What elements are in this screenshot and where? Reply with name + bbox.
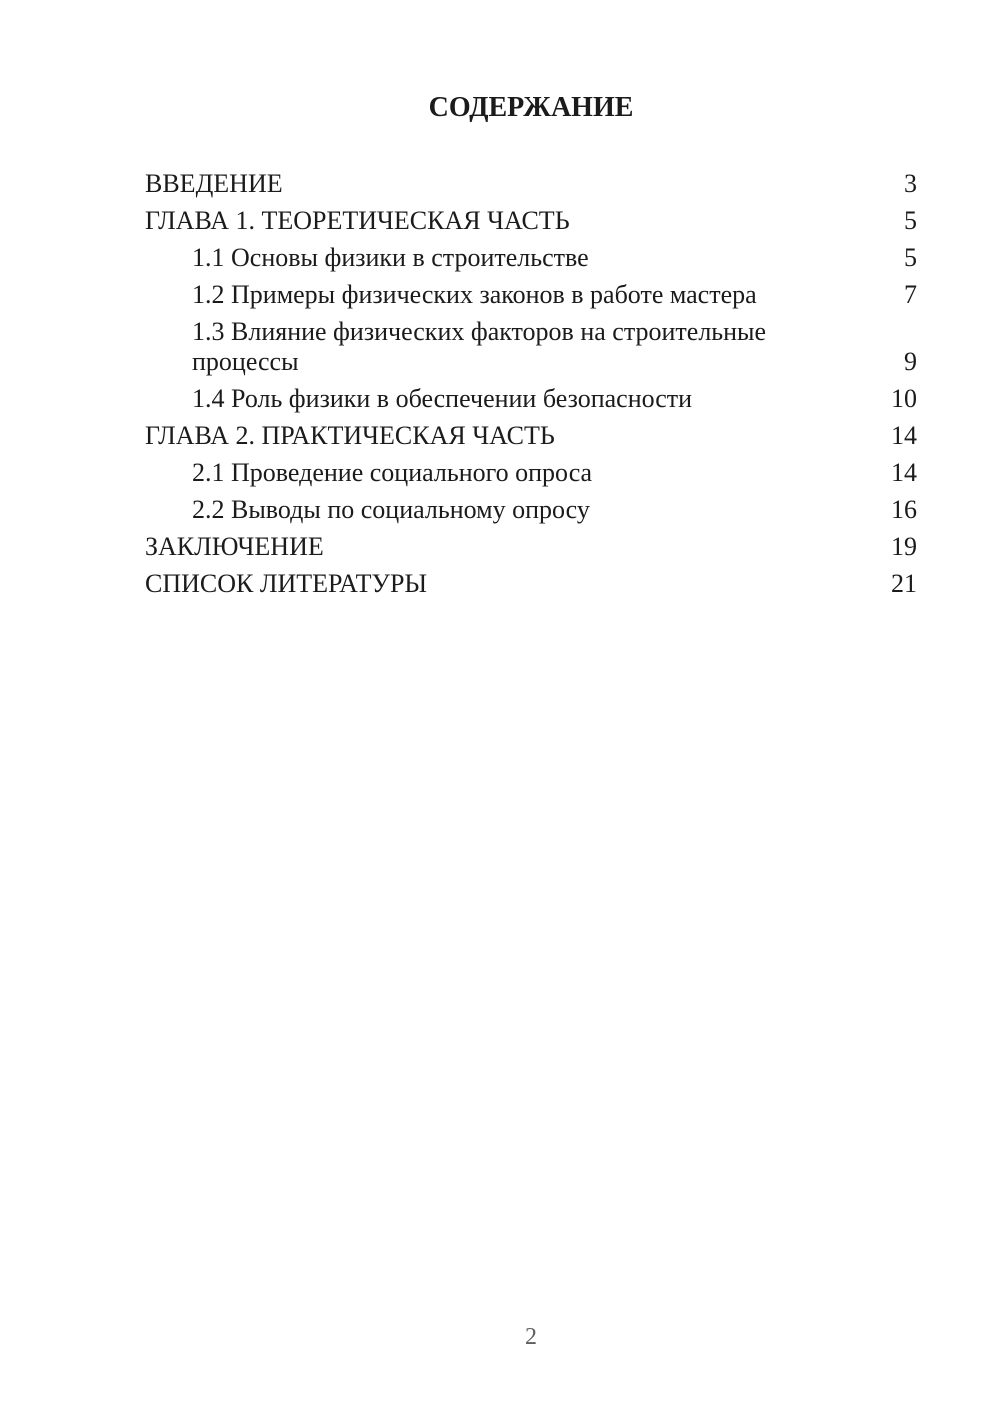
toc-entry [145,169,917,199]
toc-entry-label: СПИСОК ЛИТЕРАТУРЫ [145,569,428,598]
toc-entry-label: 1.3 Влияние физических факторов на строительные процессы [192,317,767,376]
toc-entry-page: 10 [891,384,917,413]
toc-entry-label: ВВЕДЕНИЕ [145,169,283,198]
toc-entry [145,532,917,562]
toc-entry [145,569,917,599]
toc-entry [145,495,917,525]
toc-list [145,169,917,606]
toc-entry-label: ГЛАВА 2. ПРАКТИЧЕСКАЯ ЧАСТЬ [145,421,555,450]
toc-entry-page: 14 [891,421,917,450]
toc-entry-page: 7 [904,280,917,309]
toc-entry-page: 3 [904,169,917,198]
toc-entry-page: 5 [904,206,917,235]
footer-page-number: 2 [525,1324,537,1350]
toc-entry-label: 1.1 Основы физики в строительстве [192,243,589,272]
toc-entry [145,206,917,236]
toc-entry-page: 16 [891,495,917,524]
toc-entry-page: 19 [891,532,917,561]
toc-entry-label: 1.4 Роль физики в обеспечении безопасности [192,384,693,413]
toc-entry-label: ЗАКЛЮЧЕНИЕ [145,532,324,561]
toc-entry-label: ГЛАВА 1. ТЕОРЕТИЧЕСКАЯ ЧАСТЬ [145,206,570,235]
toc-entry-label: 2.1 Проведение социального опроса [192,458,593,487]
page-title: СОДЕРЖАНИЕ [428,92,634,123]
toc-entry-label: 2.2 Выводы по социальному опросу [192,495,590,524]
toc-entry [145,458,917,488]
toc-entry-page: 9 [904,347,917,376]
toc-entry-page: 21 [891,569,917,598]
toc-entry [145,280,917,310]
toc-entry [145,243,917,273]
toc-entry-page: 14 [891,458,917,487]
toc-entry-page: 5 [904,243,917,272]
toc-entry-label: 1.2 Примеры физических законов в работе мастера [192,280,757,309]
toc-entry [145,384,917,414]
toc-entry [145,317,917,377]
toc-entry [145,421,917,451]
